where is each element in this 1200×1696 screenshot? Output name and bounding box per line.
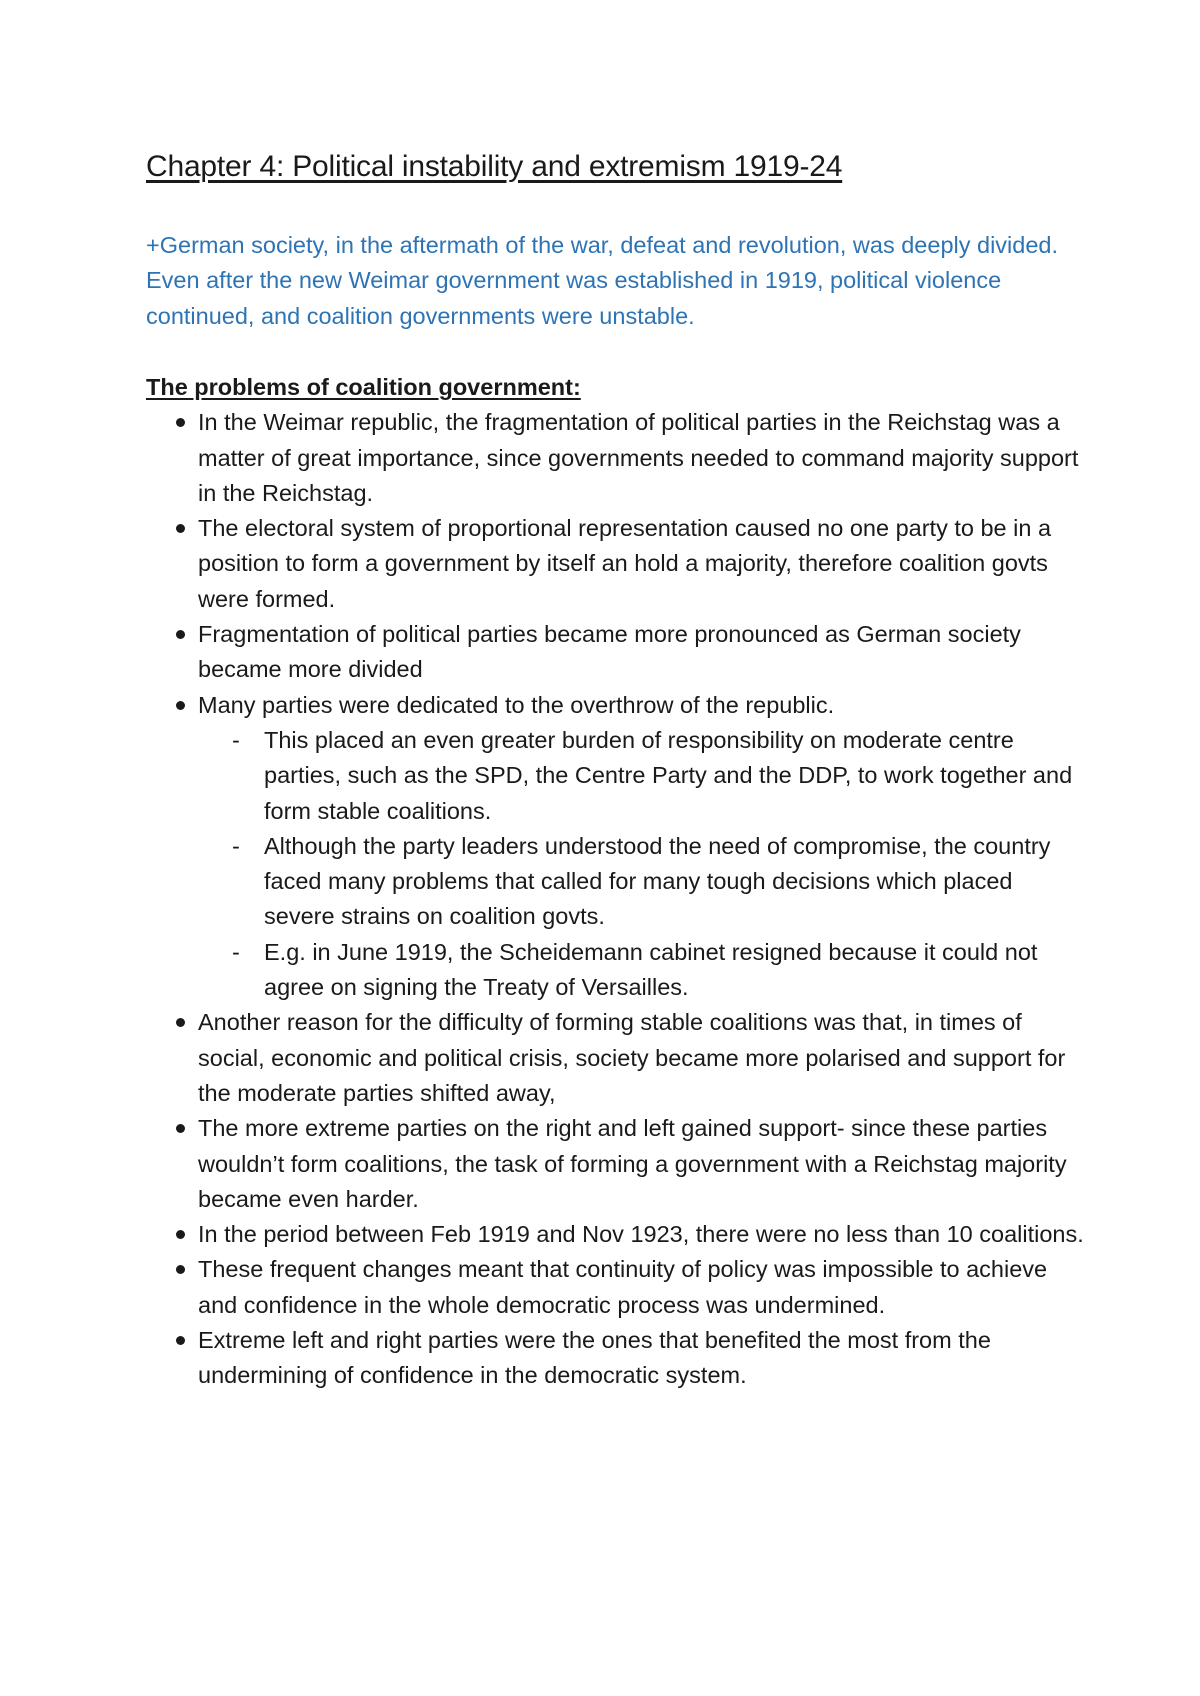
bullet-list [146,1005,1086,1393]
bullet-text: Fragmentation of political parties became more pronounced as German society became more divided [198,621,1021,683]
sub-bullet-text: E.g. in June 1919, the Scheidemann cabinet resigned because it could not agree on signing the Treaty of Versailles. [264,938,1038,1001]
bullet-text: The more extreme parties on the right and left gained support- since these parties wouldn’t form coalitions, the task of forming a government with a Reichstag majority became even harder. [198,1115,1067,1212]
bullet-dot-icon [176,1336,185,1345]
bullet-text: Extreme left and right parties were the ones that benefited the most from the undermining of confidence in the democratic system. [198,1327,991,1389]
bullet-dot-icon [176,1018,185,1027]
sub-bullet-text: Although the party leaders understood the need of compromise, the country faced many problems that called for many tough decisions which placed severe strains on coalition govts. [264,832,1051,930]
bullet-dot-icon [176,1124,185,1133]
sub-bullet-item [146,829,1086,935]
bullet-text: These frequent changes meant that continuity of policy was impossible to achieve and confidence in the whole democratic process was undermined. [198,1256,1048,1318]
bullet-dot-icon [176,1230,185,1239]
bullet-dot-icon [176,630,185,639]
bullet-item [146,1323,1086,1394]
bullet-text: The electoral system of proportional representation caused no one party to be in a position to form a government by itself an hold a majority, therefore coalition govts were formed. [198,515,1052,612]
bullet-item [146,1217,1086,1252]
bullet-item [146,617,1086,688]
bullet-list [146,405,1086,723]
bullet-text: In the Weimar republic, the fragmentation of political parties in the Reichstag was a matter of great importance, since governments needed to command majority support in the Reichstag. [198,409,1079,506]
sub-bullet-list [146,723,1086,1005]
bullet-text: Another reason for the difficulty of forming stable coalitions was that, in times of social, economic and political crisis, society became more polarised and support for the moderate parties shifted away, [198,1009,1066,1106]
chapter-title: Chapter 4: Political instability and extremism 1919-24 [146,150,843,183]
bullet-item [146,511,1086,617]
intro-paragraph: +German society, in the aftermath of the war, defeat and revolution, was deeply divided. Even after the new Weimar government was established in 1919, political violence continued, and coalition governments were unstable. [146,232,1059,329]
dash-marker: - [232,832,240,859]
sub-bullet-item [146,935,1086,1006]
bullet-dot-icon [176,418,185,427]
bullet-item [146,405,1086,511]
bullet-dot-icon [176,701,185,710]
bullet-item [146,688,1086,723]
coalition-section [146,370,1086,1394]
dash-marker: - [232,938,240,965]
sub-bullet-item [146,723,1086,829]
bullet-dot-icon [176,524,185,533]
section-heading: The problems of coalition government: [146,374,581,400]
bullet-dot-icon [176,1265,185,1274]
dash-marker: - [232,726,240,753]
bullet-text: In the period between Feb 1919 and Nov 1923, there were no less than 10 coalitions. [198,1221,1084,1248]
bullet-item [146,1252,1086,1323]
bullet-item [146,1005,1086,1111]
bullet-item [146,1111,1086,1217]
sub-bullet-text: This placed an even greater burden of responsibility on moderate centre parties, such as the SPD, the Centre Party and the DDP, to work together and form stable coalitions. [264,726,1073,824]
bullet-text: Many parties were dedicated to the overthrow of the republic. [198,691,835,718]
